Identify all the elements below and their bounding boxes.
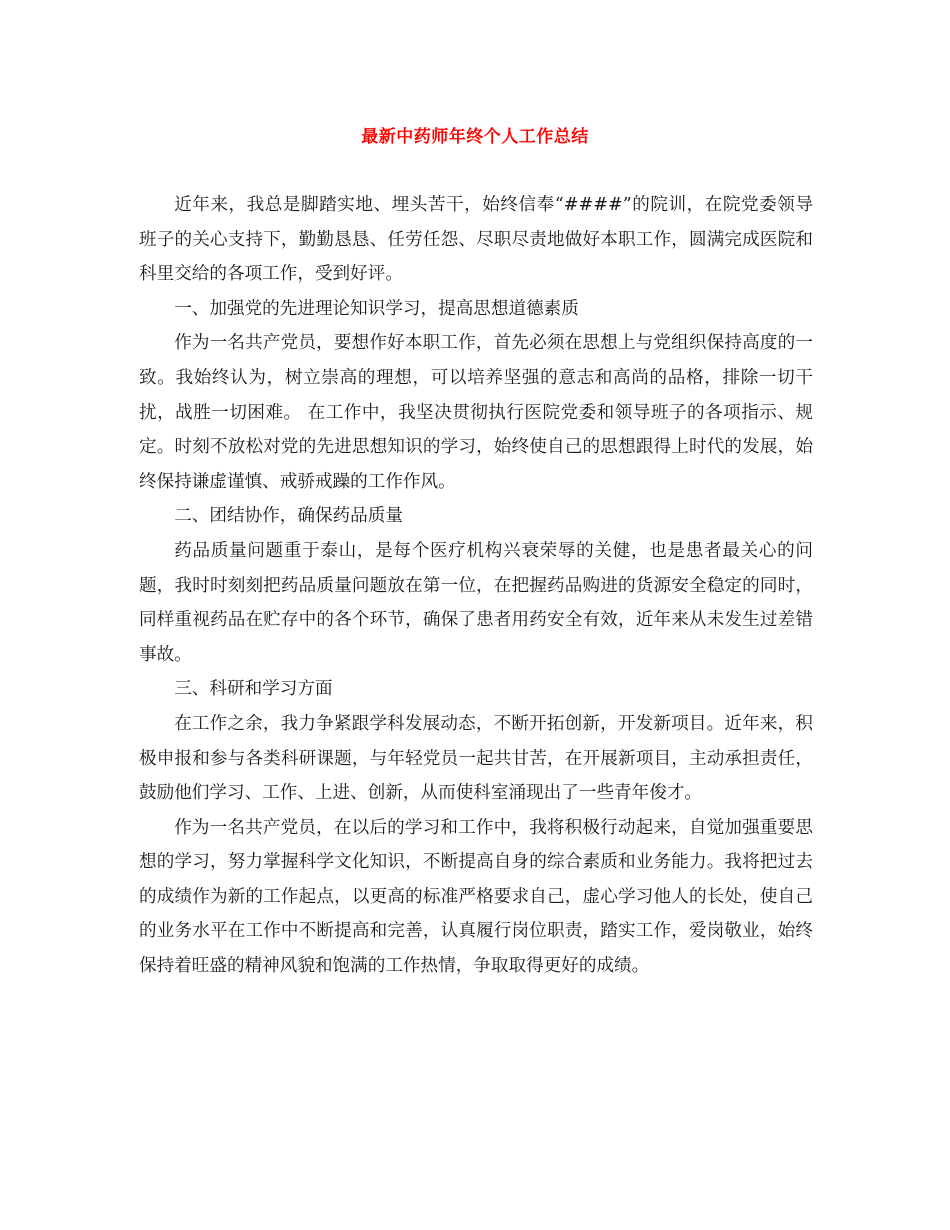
paragraph-section-1: 作为一名共产党员，要想作好本职工作，首先必须在思想上与党组织保持高度的一致。我始终认为，树立崇高的理想，可以培养坚强的意志和高尚的品格，排除一切干扰，战胜一切困难。 在工作中，我坚决贯彻执行医院党委和领导班子的各项指示、规定。时刻不放松对党的先进思想知识的学习，始终使自己的思想跟得上时代的发展，始终保持谦虚谨慎、戒骄戒躁的工作作风。 — [139, 333, 813, 492]
paragraph-section-2: 药品质量问题重于泰山，是每个医疗机构兴衰荣辱的关健，也是患者最关心的问题，我时时刻刻把药品质量问题放在第一位，在把握药品购进的货源安全稳定的同时，同样重视药品在贮存中的各个环节，确保了患者用药安全有效，近年来从未发生过差错事故。 — [139, 540, 813, 665]
document-body — [139, 188, 813, 984]
paragraph-conclusion: 作为一名共产党员，在以后的学习和工作中，我将积极行动起来，自觉加强重要思想的学习，努力掌握科学文化知识，不断提高自身的综合素质和业务能力。我将把过去的成绩作为新的工作起点，以更高的标准严格要求自己，虚心学习他人的长处，使自己的业务水平在工作中不断提高和完善，认真履行岗位职责，踏实工作，爱岗敬业，始终保持着旺盛的精神风貌和饱满的工作热情，争取取得更好的成绩。 — [139, 817, 813, 977]
section-heading-3: 三、科研和学习方面 — [174, 679, 333, 700]
paragraph-intro: 近年来，我总是脚踏实地、埋头苦干，始终信奉“####”的院训，在院党委领导班子的关心支持下，勤勤恳恳、任劳任怨、尽职尽责地做好本职工作，圆满完成医院和科里交给的各项工作，受到好评。 — [139, 195, 813, 285]
document-title: 最新中药师年终个人工作总结 — [361, 127, 589, 147]
section-heading-1: 一、加强党的先进理论知识学习，提高思想道德素质 — [174, 298, 579, 319]
paragraph-section-3: 在工作之余，我力争紧跟学科发展动态，不断开拓创新，开发新项目。近年来，积极申报和参与各类科研课题，与年轻党员一起共甘苦，在开展新项目，主动承担责任，鼓励他们学习、工作、上进、创新，从而使科室涌现出了一些青年俊才。 — [139, 713, 813, 804]
section-heading-2: 二、团结协作，确保药品质量 — [174, 506, 403, 527]
